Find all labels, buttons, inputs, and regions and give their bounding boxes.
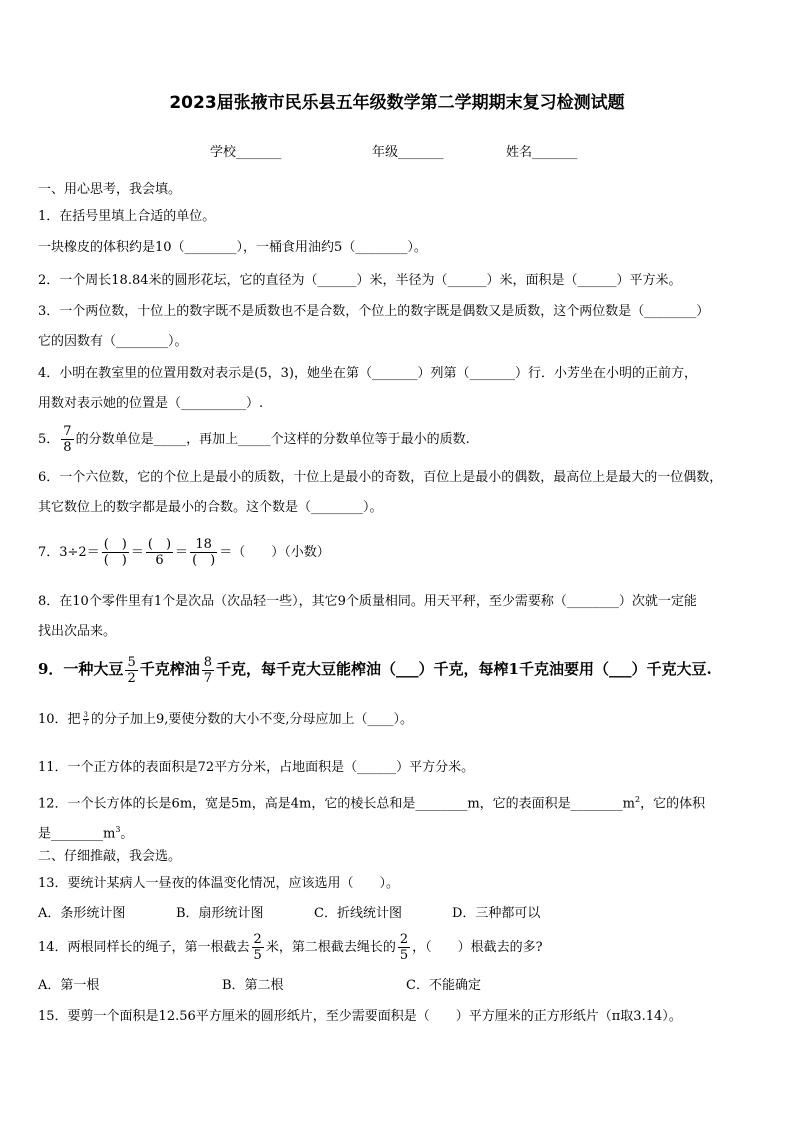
question-10-prefix: 10．把 [38, 712, 81, 727]
question-7 [38, 533, 764, 573]
fraction-denominator: 7 [203, 670, 213, 686]
question-10 [38, 710, 764, 730]
question-11: 11．一个正方体的表面积是72平方分米，占地面积是（______）平方分米。 [38, 760, 475, 775]
fraction-5-2 [125, 656, 137, 685]
question-12-text-2: ，它的体积 [640, 796, 706, 812]
fraction-numerator: 8 [203, 654, 213, 670]
option-b[interactable]: B．扇形统计图 [176, 906, 264, 921]
fraction-7-8 [61, 425, 73, 454]
question-9 [38, 650, 764, 688]
fraction-3-7 [83, 712, 89, 727]
option-b[interactable]: B．第二根 [222, 978, 284, 993]
question-7-suffix: ＝（ ）（小数） [219, 545, 330, 560]
question-9-middle: 千克榨油 [139, 660, 200, 678]
question-9-suffix: 千克，每千克大豆能榨油（___）千克，每榨1千克油要用（___）千克大豆. [216, 660, 712, 678]
question-9-prefix: 9．一种大豆 [38, 660, 124, 678]
fraction-numerator: 2 [253, 932, 262, 947]
name-field[interactable]: 姓名_______ [506, 145, 578, 160]
option-c[interactable]: C．不能确定 [406, 978, 481, 993]
question-14-middle: 米，第二根截去绳长的 [265, 940, 396, 955]
question-8-line-2: 找出次品来。 [38, 624, 117, 639]
fraction-blank-1 [102, 538, 129, 567]
fraction-denominator: 5 [399, 948, 409, 963]
equals-sign: ＝ [130, 545, 144, 560]
question-12-line-1 [38, 791, 764, 813]
fraction-numerator: 2 [399, 932, 409, 947]
question-1-stem: 1．在括号里填上合适的单位。 [38, 209, 216, 224]
fraction-numerator: 18 [190, 538, 217, 553]
fraction-denominator: ( ) [103, 553, 127, 568]
fraction-numerator: 5 [127, 654, 136, 670]
option-c[interactable]: C．折线统计图 [314, 906, 402, 921]
fraction-2-5 [398, 933, 410, 962]
question-3-line-1: 3．一个两位数，十位上的数字既不是质数也不是合数，个位上的数字既是偶数又是质数，这个两位数是（________） [38, 304, 710, 319]
question-10-text: 的分子加上9,要使分数的大小不变,分母应加上（____）。 [91, 712, 414, 727]
question-5 [38, 425, 764, 455]
fraction-denominator: 7 [83, 719, 89, 727]
school-field[interactable]: 学校_______ [210, 145, 282, 160]
fraction-denominator: 5 [253, 948, 262, 963]
fraction-numerator: 3 [83, 711, 89, 719]
fraction-denominator: 2 [127, 670, 136, 686]
question-7-prefix: 7．3÷2＝ [38, 545, 100, 560]
question-15: 15．要剪一个面积是12.56平方厘米的圆形纸片，至少需要面积是（ ）平方厘米的正方形纸片（π取3.14）。 [38, 1009, 682, 1024]
option-d[interactable]: D．三种都可以 [452, 906, 541, 921]
question-5-prefix: 5． [38, 432, 60, 447]
fraction-blank-over-6 [146, 538, 173, 567]
page-title: 2023届张掖市民乐县五年级数学第二学期期末复习检测试题 [169, 93, 625, 113]
fraction-2-5 [252, 933, 264, 962]
equals-sign: ＝ [175, 545, 189, 560]
fraction-8-7 [202, 656, 214, 685]
question-4-line-2: 用数对表示她的位置是（__________）. [38, 396, 264, 411]
fraction-denominator: 6 [155, 553, 164, 568]
question-4-line-1: 4．小明在教室里的位置用数对表示是(5，3)，她坐在第（_______）列第（_______）行．小芳坐在小明的正前方， [38, 366, 697, 381]
option-a[interactable]: A．条形统计图 [38, 906, 126, 921]
question-13-options [38, 905, 764, 923]
fraction-numerator: ( ) [103, 537, 127, 552]
question-6-line-1: 6．一个六位数，它的个位上是最小的质数，十位上是最小的奇数，百位上是最小的偶数，最高位上是最大的一位偶数， [38, 470, 723, 485]
question-6-line-2: 其它数位上的数字都是最小的合数。这个数是（________）。 [38, 500, 383, 515]
question-12-text-1: 12．一个长方体的长是6m，宽是5m，高是4m，它的棱长总和是________m，它的表面积是________m [38, 796, 635, 812]
question-14-stem [38, 930, 764, 966]
fraction-numerator: 7 [63, 424, 72, 439]
question-13-stem: 13．要统计某病人一昼夜的体温变化情况，应该选用（ ）。 [38, 876, 400, 891]
question-3-line-2: 它的因数有（________）。 [38, 334, 188, 349]
question-12-line-2 [38, 821, 764, 843]
fraction-18-over-blank [190, 538, 217, 567]
fraction-numerator: ( ) [147, 537, 172, 552]
superscript-3: 3 [115, 825, 121, 834]
fraction-denominator: ( ) [192, 553, 216, 568]
option-a[interactable]: A．第一根 [38, 978, 100, 993]
section-1-heading: 一、用心思考，我会填。 [38, 182, 182, 197]
question-12-text-4: 。 [120, 826, 134, 842]
question-14-prefix: 14．两根同样长的绳子，第一根截去 [38, 940, 250, 955]
question-8-line-1: 8．在10个零件里有1个是次品（次品轻一些），其它9个质量相同。用天平秤，至少需要称（________）次就一定能 [38, 594, 697, 609]
grade-field[interactable]: 年级_______ [372, 145, 444, 160]
question-2: 2．一个周长18.84米的圆形花坛，它的直径为（______）米，半径为（______）米，面积是（______）平方米。 [38, 273, 682, 288]
question-14-options [38, 977, 764, 995]
fraction-denominator: 8 [63, 440, 72, 455]
question-1-line: 一块橡皮的体积约是10（________），一桶食用油约5（________）。 [38, 240, 427, 255]
superscript-2: 2 [635, 795, 641, 804]
question-12-text-3: 是________m [38, 826, 116, 842]
section-2-heading: 二、仔细推敲，我会选。 [38, 849, 182, 864]
question-5-text: 的分数单位是_____，再加上_____个这样的分数单位等于最小的质数. [75, 432, 470, 447]
question-14-suffix: ，（ ）根截去的多? [412, 940, 543, 955]
